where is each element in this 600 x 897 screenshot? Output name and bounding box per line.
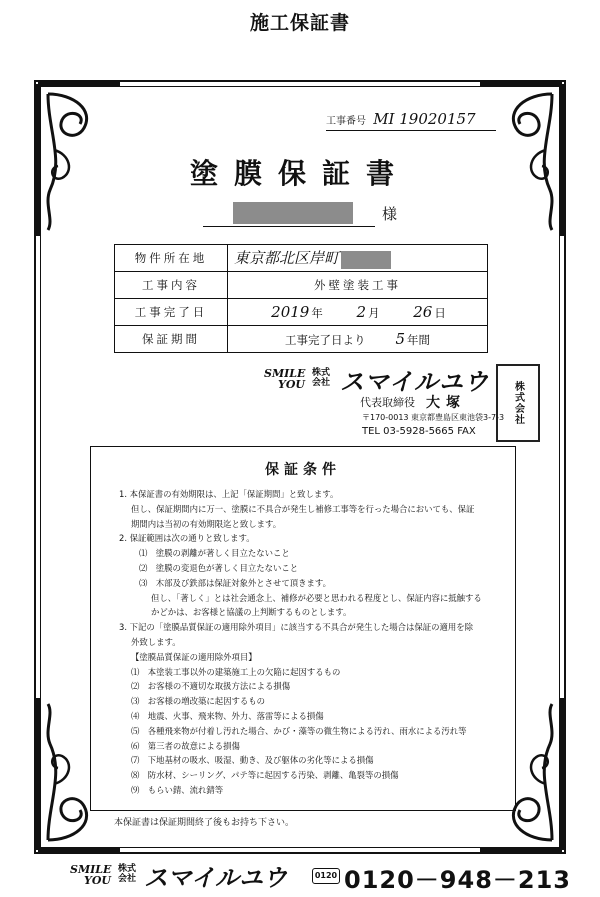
table-row (115, 272, 488, 299)
terms-paragraph: 【塗膜品質保証の適用除外項目】 (131, 651, 257, 662)
redacted-address (341, 251, 391, 269)
representative-name: 大塚 (426, 395, 466, 411)
table-row (115, 245, 488, 272)
warranty-period-value: 工事完了日より 5 年間 (228, 326, 488, 353)
footer-bar (0, 858, 600, 894)
terms-paragraph: 2. 保証範囲は次の通りと致します。 (119, 533, 255, 544)
terms-paragraph: ⑵ お客様の不適切な取扱方法による損傷 (131, 681, 291, 692)
company-brand: スマイルユウ (340, 368, 490, 396)
company-tel: TEL 03-5928-5665 FAX (362, 426, 476, 437)
warranty-period-label: 保証期間 (115, 326, 228, 353)
terms-paragraph: ⑹ 第三者の故意による損傷 (131, 740, 240, 751)
construction-number-label: 工事番号 (326, 116, 366, 127)
certificate-title: 塗膜保証書 (189, 157, 410, 190)
terms-paragraph: ⑸ 各種飛来物が付着し汚れた場合、かび・藻等の微生物による汚れ、雨水による汚れ等 (131, 725, 467, 736)
construction-number (326, 110, 496, 131)
honorific: 様 (381, 205, 397, 223)
representative-title: 代表取締役 (360, 396, 415, 409)
info-table (114, 244, 488, 353)
terms-paragraph: ⑴ 本塗装工事以外の建築施工上の欠陥に起因するもの (131, 666, 341, 677)
property-location-label: 物件所在地 (115, 245, 228, 272)
work-content-label: 工事内容 (115, 272, 228, 299)
redacted-customer-name (233, 202, 353, 224)
property-location-value: 東京都北区岸町 (228, 245, 488, 272)
terms-paragraph: ⑺ 下地基材の吸水、吸湿、動き、及び躯体の劣化等による損傷 (131, 755, 374, 766)
terms-paragraph: ⑵ 塗膜の変退色が著しく目立たないこと (139, 562, 299, 573)
terms-paragraph: 3. 下記の「塗膜品質保証の適用除外項目」に該当する不具合が発生した場合は保証の適用を除 (119, 622, 474, 633)
work-content-value: 外壁塗装工事 (228, 272, 488, 299)
terms-paragraph: ⑷ 地震、火事、飛来物、外力、落雷等による損傷 (131, 710, 324, 721)
footer-smile-you-logo: SMILE YOU (70, 863, 112, 887)
terms-paragraph: ⑶ お客様の増改築に起因するもの (131, 696, 265, 707)
terms-paragraph: 但し、「著しく」とは社会通念上、補修が必要と思われる程度とし、保証内容に抵触する (151, 592, 482, 603)
free-dial-icon: 0120 (312, 868, 340, 884)
terms-paragraph: ⑶ 木部及び鉄部は保証対象外とさせて頂きます。 (139, 577, 331, 588)
footer-kabushiki-kaisha: 株式 会社 (118, 864, 137, 884)
company-block (264, 364, 534, 444)
retention-note: 本保証書は保証期間終了後もお持ち下さい。 (114, 818, 295, 828)
smile-you-logo: SMILE YOU (264, 367, 306, 391)
page-heading: 施工保証書 (249, 12, 350, 34)
customer-name-line (203, 200, 397, 227)
terms-paragraph: 但し、保証期間内に万一、塗膜に不具合が発生し補修工事等を行った場合においても、保証 (131, 503, 475, 514)
construction-number-value: MI 19020157 (373, 110, 476, 128)
certificate-frame (34, 80, 566, 854)
terms-paragraph: ⑻ 防水材、シーリング、パテ等に起因する汚染、剥離、亀裂等の損傷 (131, 770, 399, 781)
footer-brand: スマイルユウ (144, 864, 288, 892)
table-row (115, 326, 488, 353)
footer-phone: 0120－948－213 (344, 866, 571, 894)
company-seal-stamp: 株式会社 (496, 364, 540, 442)
terms-paragraph: ⑼ もらい錆、流れ錆等 (131, 784, 224, 795)
terms-body (119, 487, 504, 798)
company-address: 〒170-0013 東京都豊島区東池袋3-7-3 (362, 413, 505, 422)
terms-title: 保証条件 (265, 462, 341, 478)
terms-paragraph: かどかは、お客様と協議の上判断するものとします。 (151, 607, 352, 618)
terms-paragraph: 外致します。 (131, 636, 181, 647)
kabushiki-kaisha: 株式 会社 (312, 368, 331, 388)
table-row (115, 299, 488, 326)
terms-paragraph: ⑴ 塗膜の剥離が著しく目立たないこと (139, 548, 290, 559)
terms-paragraph: 期間内は当初の有効期限迄と致します。 (131, 518, 282, 529)
warranty-terms-box (90, 446, 516, 811)
terms-paragraph: 1. 本保証書の有効期限は、上記「保証期間」と致します。 (119, 489, 339, 499)
completion-date-value: 2019 年 2 月 26 日 (228, 299, 488, 326)
completion-date-label: 工事完了日 (115, 299, 228, 326)
